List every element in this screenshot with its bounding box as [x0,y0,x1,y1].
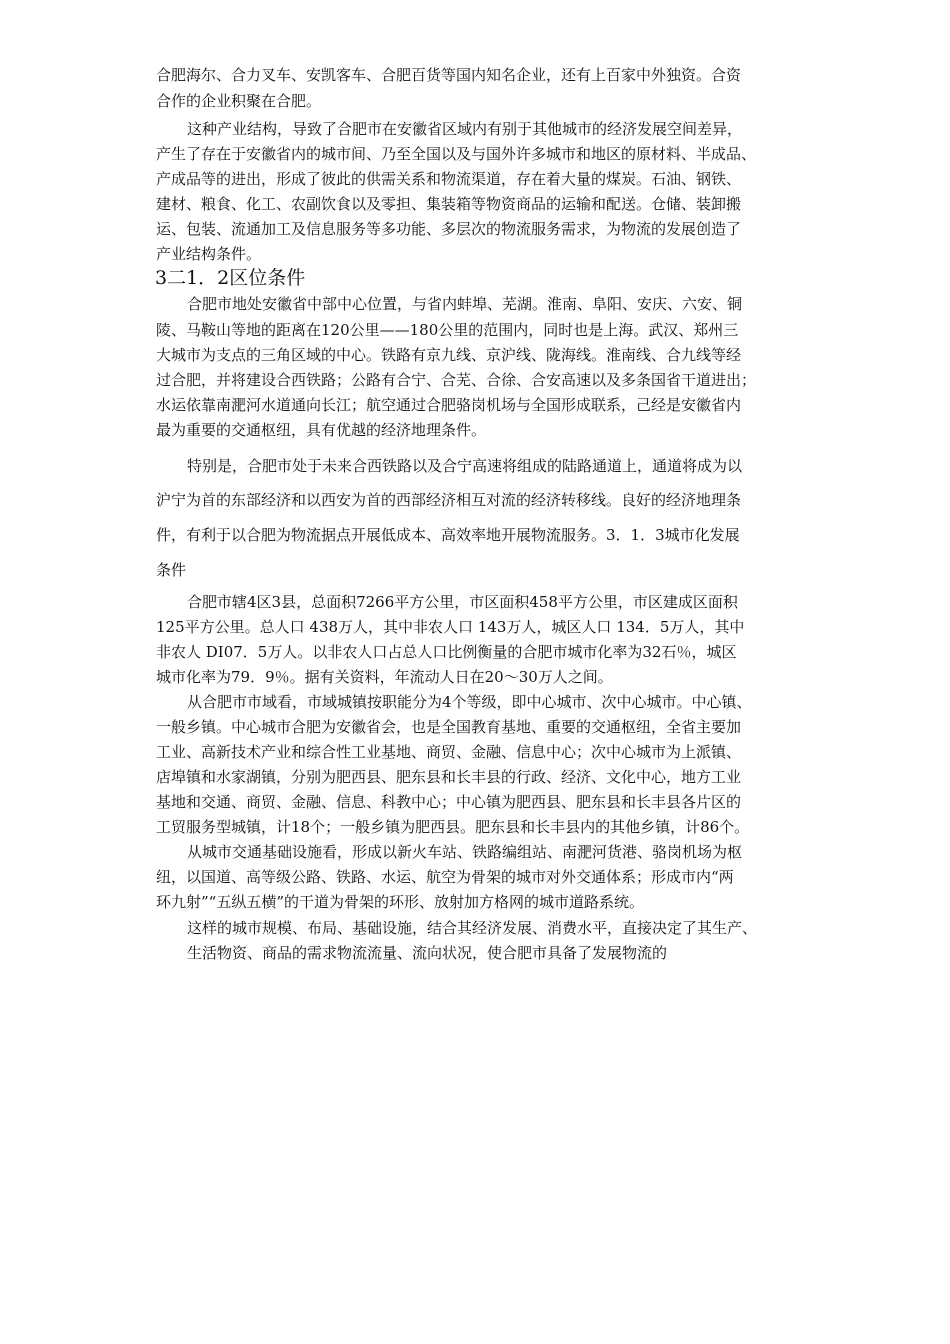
text-line: 建材、粮食、化工、农副饮食以及零担、集装箱等物资商品的运输和配送。仓储、装卸搬 [156,195,742,213]
text-line: 过合肥，并将建设合西铁路；公路有合宁、合芜、合徐、合安高速以及多条国省干道进出； [156,371,757,389]
text-line: 店埠镇和水家湖镇，分别为肥西县、肥东县和长丰县的行政、经济、文化中心，地方工业 [156,768,742,786]
text-line: 陵、马鞍山等地的距离在120公里——180公里的范围内，同时也是上海。武汉、郑州三 [156,321,739,339]
text-line: 合肥海尔、合力叉车、安凯客车、合肥百货等国内知名企业，还有上百家中外独资。合资 [156,66,742,84]
text-line: 运、包装、流通加工及信息服务等多功能、多层次的物流服务需求，为物流的发展创造了 [156,220,742,238]
paragraph-first-line: 合肥市地处安徽省中部中心位置，与省内蚌埠、芜湖。淮南、阜阳、安庆、六安、铜 [187,295,743,313]
text-line: 产业结构条件。 [156,245,262,263]
text-line: 件，有利于以合肥为物流据点开展低成本、高效率地开展物流服务。3．1．3城市化发展 [156,526,740,544]
text-line: 水运依靠南淝河水道通向长江；航空通过合肥骆岗机场与全国形成联系，己经是安徽省内 [156,396,742,414]
text-line: 一般乡镇。中心城市合肥为安徽省会，也是全国教育基地、重要的交通枢纽，全省主要加 [156,718,742,736]
text-line: 产生了存在于安徽省内的城市间、乃至全国以及与国外许多城市和地区的原材料、半成品、 [156,145,757,163]
paragraph-first-line: 特别是，合肥市处于未来合西铁路以及合宁高速将组成的陆路通道上，通道将成为以 [187,457,743,475]
text-line: 生活物资、商品的需求物流流量、流向状况，使合肥市具备了发展物流的 [187,944,668,962]
text-line: 产成品等的进出，形成了彼此的供需关系和物流渠道，存在着大量的煤炭。石油、钢铁、 [156,170,742,188]
text-line: 非农人 DI07．5万人。以非农人口占总人口比例衡量的合肥市城市化率为32石％，城区 [156,643,737,661]
text-line: 工业、高新技术产业和综合性工业基地、商贸、金融、信息中心；次中心城市为上派镇、 [156,743,742,761]
section-heading: 3二1．2区位条件 [155,267,306,289]
paragraph-first-line: 从城市交通基础设施看，形成以新火车站、铁路编组站、南淝河货港、骆岗机场为枢 [187,843,743,861]
text-line: 大城市为支点的三角区域的中心。铁路有京九线、京沪线、陇海线。淮南线、合九线等经 [156,346,742,364]
text-line: 沪宁为首的东部经济和以西安为首的西部经济相互对流的经济转移线。良好的经济地理条 [156,491,742,509]
text-line: 环九射”“五纵五横”的干道为骨架的环形、放射加方格网的城市道路系统。 [156,893,645,911]
paragraph-first-line: 这种产业结构，导致了合肥市在安徽省区域内有别于其他城市的经济发展空间差异， [187,120,743,138]
text-line: 最为重要的交通枢纽，具有优越的经济地理条件。 [156,421,487,439]
text-line: 条件 [156,561,187,579]
text-line: 城市化率为79．9％。据有关资料，年流动人日在20～30万人之间。 [156,668,613,686]
text-line: 基地和交通、商贸、金融、信息、科教中心；中心镇为肥西县、肥东县和长丰县各片区的 [156,793,742,811]
text-line: 合作的企业积聚在合肥。 [156,92,322,110]
text-line: 纽，以国道、高等级公路、铁路、水运、航空为骨架的城市对外交通体系；形成市内“两 [156,868,734,886]
paragraph-first-line: 从合肥市市域看，市域城镇按职能分为4个等级，即中心城市、次中心城市。中心镇、 [187,693,752,711]
paragraph-first-line: 合肥市辖4区3县，总面积7266平方公里，市区面积458平方公里，市区建成区面积 [187,593,738,611]
text-line: 工贸服务型城镇，计18个；一般乡镇为肥西县。肥东县和长丰县内的其他乡镇，计86个。 [156,818,750,836]
text-line: 125平方公里。总人口 438万人，其中非农人口 143万人，城区人口 134．5万人，其中 [156,618,745,636]
paragraph-first-line: 这样的城市规模、布局、基础设施，结合其经济发展、消费水平，直接决定了其生产、 [187,919,758,937]
